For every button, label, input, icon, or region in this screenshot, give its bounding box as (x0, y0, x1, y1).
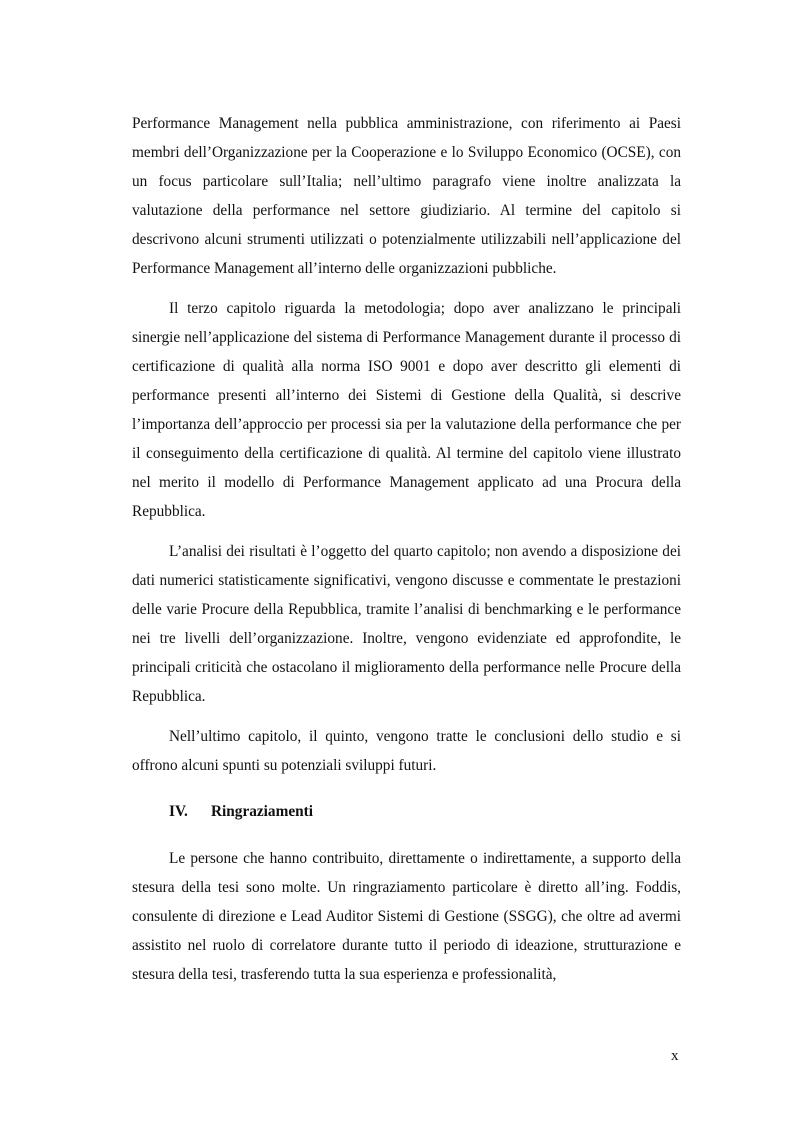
section-number: IV. (169, 803, 188, 820)
paragraph-last-chapter: Nell’ultimo capitolo, il quinto, vengono tratte le conclusioni dello studio e si offrono alcuni spunti su potenziali sviluppi futuri. (132, 728, 681, 774)
paragraph-continuation: Performance Management nella pubblica amministrazione, con riferimento ai Paesi membri dell’Organizzazione per la Cooperazione e lo Sviluppo Economico (OCSE), con un focus particolare sull’Italia; nell’ultimo paragrafo viene inoltre analizzata la valutazione della performance nel settore giudiziario. Al termine del capitolo si descrivono alcuni strumenti utilizzati o potenzialmente utilizzabili nell’applicazione del Performance Management all’interno delle organizzazioni pubbliche. (132, 115, 681, 277)
page-number: x (671, 1048, 679, 1064)
paragraph-fourth-chapter: L’analisi dei risultati è l’oggetto del quarto capitolo; non avendo a disposizione dei dati numerici statisticamente significativi, vengono discusse e commentate le prestazioni delle varie Procure della Repubblica, tramite l’analisi di benchmarking e le performance nei tre livelli dell’organizzazione. Inoltre, vengono evidenziate ed approfondite, le principali criticità che ostacolano il miglioramento della performance nelle Procure della Repubblica. (132, 543, 681, 705)
section-title: Ringraziamenti (211, 803, 313, 820)
paragraph-acknowledgements: Le persone che hanno contribuito, direttamente o indirettamente, a supporto della stesura della tesi sono molte. Un ringraziamento particolare è diretto all’ing. Foddis, consulente di direzione e Lead Auditor Sistemi di Gestione (SSGG), che oltre ad avermi assistito nel ruolo di correlatore durante tutto il periodo di ideazione, strutturazione e stesura della tesi, trasferendo tutta la sua esperienza e professionalità, (132, 850, 681, 983)
section-heading (132, 797, 681, 826)
body-text (132, 109, 681, 1000)
paragraph-third-chapter: Il terzo capitolo riguarda la metodologia; dopo aver analizzano le principali sinergie nell’applicazione del sistema di Performance Management durante il processo di certificazione di qualità alla norma ISO 9001 e dopo aver descritto gli elementi di performance presenti all’interno dei Sistemi di Gestione della Qualità, si descrive l’importanza dell’approccio per processi sia per la valutazione della performance che per il conseguimento della certificazione di qualità. Al termine del capitolo viene illustrato nel merito il modello di Performance Management applicato ad una Procura della Repubblica. (132, 300, 681, 520)
